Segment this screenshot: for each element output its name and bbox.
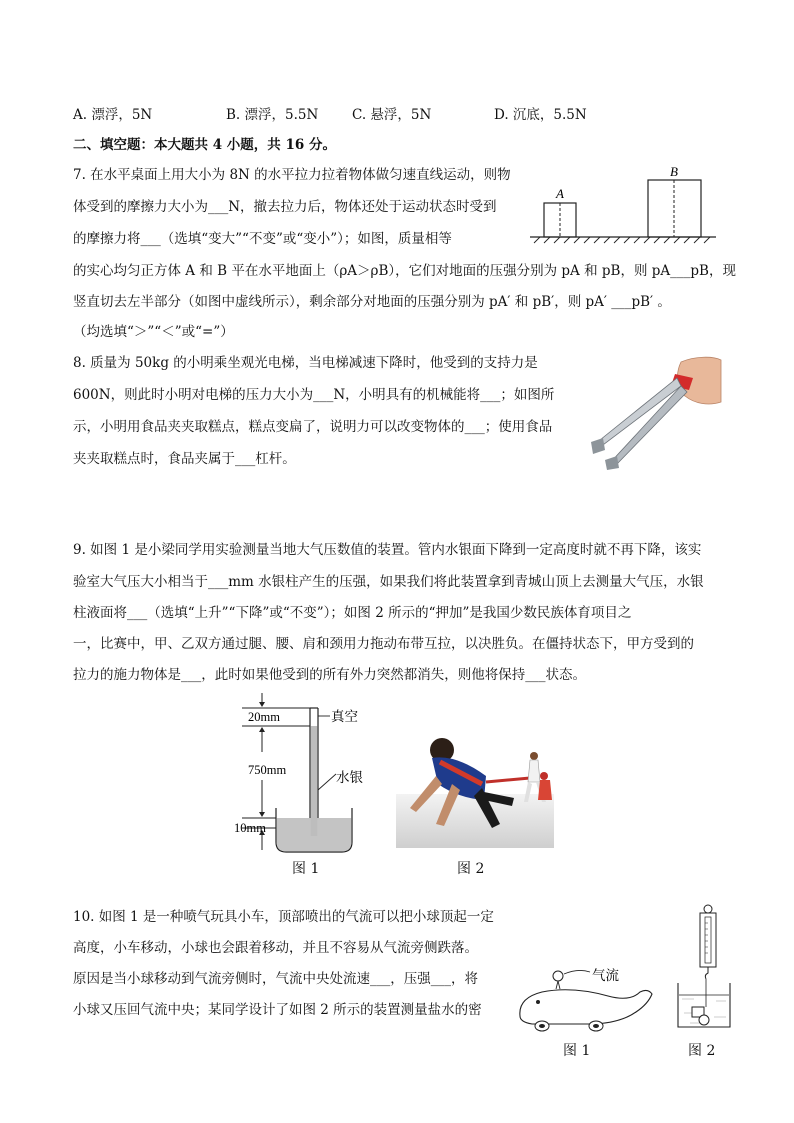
q10-line-1: 10. 如图 1 是一种喷气玩具小车，顶部喷出的气流可以把小球顶起一定 [73, 909, 494, 925]
q8-line-1: 8. 质量为 50kg 的小明乘坐观光电梯，当电梯减速下降时，他受到的支持力是 [73, 355, 538, 371]
scale-hook-top [704, 905, 712, 913]
ball [553, 971, 563, 981]
cube-b-label: B [670, 164, 678, 179]
q8-line-2: 600N，则此时小明对电梯的压力大小为___N，小明具有的机械能将___；如图所 [73, 387, 555, 403]
referee [540, 772, 548, 780]
opponent-body [528, 760, 540, 782]
q10-fig2-caption: 图 2 [688, 1043, 716, 1059]
ground-hatching [534, 237, 710, 243]
torricelli-apparatus-figure [230, 690, 375, 855]
q7-line-5: 竖直切去左半部分（如图中虚线所示），剩余部分对地面的压强分别为 pA′ 和 pB′，则 pA′ ___pB′ 。 [73, 294, 671, 310]
opponent-head [530, 752, 538, 760]
q9-line-3: 柱液面将___（选填“上升”“下降”或“不变”）；如图 2 所示的“押加”是我国少数民族体育项目之 [73, 605, 632, 621]
label-10mm: 10mm [234, 821, 266, 835]
tong-tip-upper [591, 438, 605, 454]
q7-line-4: 的实心均匀正方体 A 和 B 平在水平地面上（ρA＞ρB），它们对地面的压强分别为 pA 和 pB，则 pA___pB，现 [73, 263, 736, 279]
q9-line-2: 验室大气压大小相当于___mm 水银柱产生的压强，如果我们将此装置拿到青城山顶上去测量大气压，水银 [73, 574, 704, 590]
float-ball [699, 1015, 709, 1025]
q10-fig1-caption: 图 1 [563, 1043, 591, 1059]
option-a: A. 漂浮，5N [73, 107, 153, 123]
label-mercury: 水银 [336, 770, 363, 786]
airflow-jet [556, 981, 560, 989]
option-b: B. 漂浮，5.5N [226, 107, 319, 123]
label-20mm: 20mm [248, 710, 280, 724]
q9-line-4: 一，比赛中，甲、乙双方通过腿、腰、肩和颈用力拖动布带互拉，以决胜负。在僵持状态下，甲方受到的 [73, 636, 694, 652]
jet-toy-car-figure [512, 958, 657, 1040]
mercury-pointer [318, 774, 336, 790]
q7-line-1: 7. 在水平桌面上用大小为 8N 的水平拉力拉着物体做匀速直线运动，则物 [73, 167, 511, 183]
q9-line-5: 拉力的施力物体是___，此时如果他受到的所有外力突然都消失，则他将保持___状态。 [73, 667, 586, 683]
q9-fig2-caption: 图 2 [457, 861, 485, 877]
scale-hook [705, 967, 708, 979]
label-airflow: 气流 [592, 968, 619, 984]
option-c: C. 悬浮，5N [352, 107, 432, 123]
q10-line-4: 小球又压回气流中央；某同学设计了如图 2 所示的装置测量盐水的密 [73, 1002, 482, 1018]
tong-tip-lower [605, 456, 619, 470]
food-tongs-figure [585, 352, 725, 472]
q7-cubes-figure [528, 160, 718, 244]
spring-scale-figure [672, 903, 732, 1038]
cube-b [648, 180, 701, 237]
option-d: D. 沉底，5.5N [494, 107, 587, 123]
car-body [520, 990, 652, 1024]
cube-a-label: A [556, 186, 564, 201]
q10-line-2: 高度，小车移动，小球也会跟着移动，并且不容易从气流旁侧跌落。 [73, 940, 478, 956]
q9-fig1-caption: 图 1 [292, 861, 320, 877]
q9-line-1: 9. 如图 1 是小梁同学用实验测量当地大气压数值的装置。管内水银面下降到一定高度时就不再下降，该实 [73, 542, 702, 558]
q7-line-2: 体受到的摩擦力大小为___N，撤去拉力后，物体还处于运动状态时受到 [73, 199, 497, 215]
label-vacuum: 真空 [331, 709, 358, 725]
q7-line-6: （均选填“＞”“＜”或“=”） [73, 324, 234, 340]
q8-line-3: 示，小明用食品夹夹取糕点，糕点变扁了，说明力可以改变物体的___；使用食品 [73, 419, 553, 435]
yajia-sport-photo [396, 732, 554, 848]
label-750mm: 750mm [248, 763, 287, 777]
section-title: 二、填空题：本大题共 4 小题，共 16 分。 [73, 137, 336, 153]
airflow-pointer [564, 970, 590, 974]
car-eye [536, 1000, 540, 1004]
q7-line-3: 的摩擦力将___（选填“变大”“不变”或“变小”）；如图，质量相等 [73, 231, 452, 247]
q8-line-4: 夹夹取糕点时，食品夹属于___杠杆。 [73, 451, 296, 467]
q10-line-3: 原因是当小球移动到气流旁侧时，气流中央处流速___，压强___，将 [73, 971, 478, 987]
